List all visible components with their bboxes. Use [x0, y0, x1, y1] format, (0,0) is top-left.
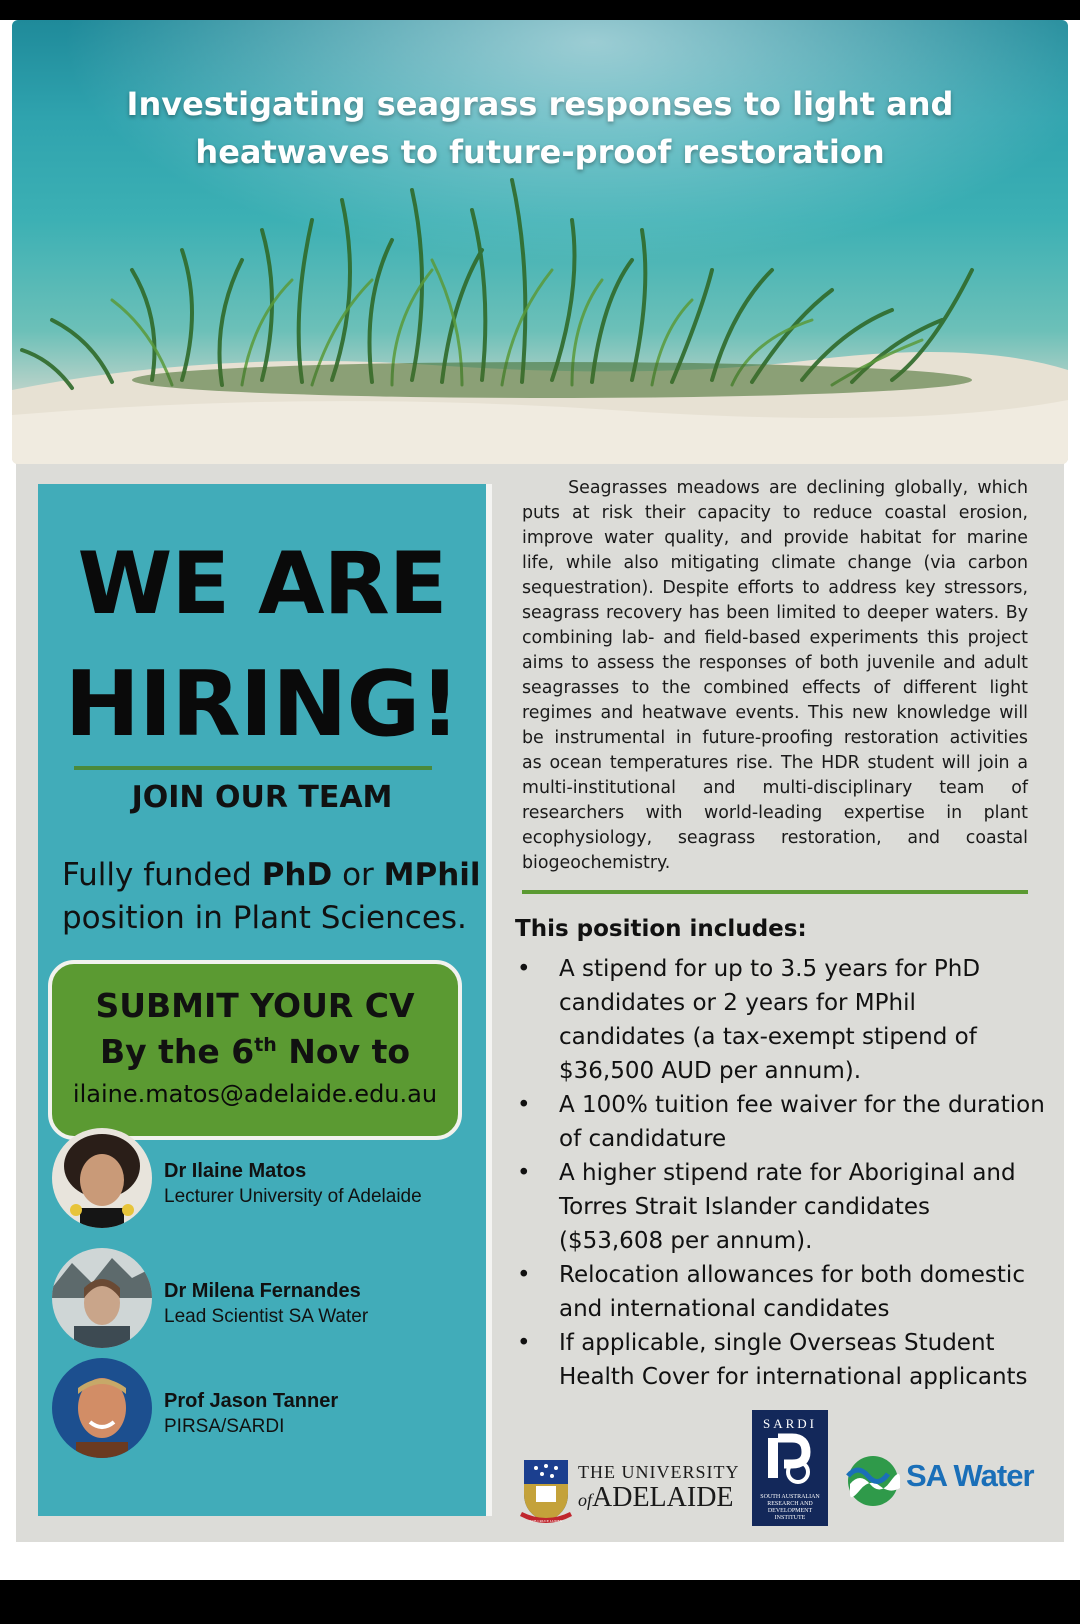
bullet-icon: •: [517, 956, 531, 982]
supervisor-role: PIRSA/SARDI: [164, 1416, 285, 1437]
supervisor-card: [52, 1248, 472, 1358]
funded-prefix: Fully funded: [62, 857, 262, 893]
uoa-crest-icon: [518, 1456, 574, 1526]
includes-item-line: A stipend for up to 3.5 years for PhD: [559, 956, 981, 982]
includes-item-line: and international candidates: [559, 1296, 890, 1322]
description-line: aims to assess the responses of both juvenile and adult: [522, 653, 1028, 673]
deadline-text: By the 6: [99, 1032, 255, 1071]
supervisor-card: [52, 1128, 472, 1238]
description-line: ecophysiology, seagrass restoration, and coastal: [522, 828, 1028, 848]
includes-item: [515, 1326, 1075, 1394]
sardi-logo: [752, 1410, 828, 1526]
includes-item-line: Health Cover for international applicants: [559, 1364, 1028, 1390]
university-of-adelaide-logo: [518, 1456, 740, 1526]
deadline-suffix: Nov to: [276, 1032, 411, 1071]
description-line: improve water quality, and provide habitat for marine: [522, 528, 1028, 548]
includes-item: [515, 1258, 1075, 1326]
deadline-ordinal: th: [254, 1034, 277, 1056]
includes-item-line: ($53,608 per annum).: [559, 1228, 813, 1254]
submit-cv-box: [48, 960, 462, 1140]
includes-list: [515, 952, 1075, 1394]
description-line: researchers with world-leading expertise in plant: [522, 803, 1028, 823]
sa-water-wave-icon: [846, 1454, 900, 1508]
project-description: [522, 476, 1028, 876]
supervisor-name: Dr Milena Fernandes: [164, 1280, 361, 1302]
description-line: puts at risk their capacity to reduce coastal erosion,: [522, 503, 1028, 523]
description-line: life, while also mitigating climate change (via carbon: [522, 553, 1028, 573]
sardi-subtitle: SOUTH AUSTRALIAN RESEARCH AND DEVELOPMENT INSTITUTE: [760, 1494, 820, 1521]
hero-title-line-1: Investigating seagrass responses to light and: [126, 85, 954, 123]
description-line: Seagrasses meadows are declining globally, which: [522, 478, 1029, 498]
bullet-icon: •: [517, 1330, 531, 1356]
description-line: combining lab- and field-based experiments this project: [522, 628, 1028, 648]
includes-item-line: A higher stipend rate for Aboriginal and: [559, 1160, 1016, 1186]
hero-title-line-2: heatwaves to future-proof restoration: [195, 133, 885, 171]
uoa-of: of: [578, 1490, 593, 1510]
sardi-rd-icon: [762, 1432, 818, 1488]
submit-cv-deadline: [52, 1032, 458, 1071]
sardi-title: SARDI: [762, 1416, 817, 1431]
headline-we-are: WE ARE: [77, 534, 447, 634]
funded-position-text: [62, 854, 481, 940]
includes-heading: This position includes:: [515, 916, 807, 942]
includes-item-line: If applicable, single Overseas Student: [559, 1330, 995, 1356]
uoa-motto: SUB CRUCE LUMEN: [529, 1519, 563, 1523]
description-line: multi-institutional and multi-disciplinary team of: [522, 778, 1028, 798]
includes-item: [515, 952, 1075, 1088]
contact-email[interactable]: ilaine.matos@adelaide.edu.au: [72, 1080, 438, 1108]
description-line: be instrumental in future-proofing restoration activities: [522, 728, 1028, 748]
includes-item-line: Torres Strait Islander candidates: [559, 1194, 931, 1220]
supervisor-role: Lead Scientist SA Water: [164, 1306, 369, 1327]
hero-title: [12, 80, 1068, 176]
funded-mphil: MPhil: [383, 857, 481, 893]
avatar: [52, 1358, 152, 1458]
includes-item-line: Relocation allowances for both domestic: [559, 1262, 1025, 1288]
bullet-icon: •: [517, 1262, 531, 1288]
supervisor-card: [52, 1358, 472, 1468]
includes-item-line: A 100% tuition fee waiver for the duration: [559, 1092, 1045, 1118]
bullet-icon: •: [517, 1160, 531, 1186]
description-line: seagrasses to the combined effects of different light: [522, 678, 1028, 698]
submit-cv-heading: SUBMIT YOUR CV: [95, 986, 415, 1025]
description-line: seagrass recovery has been limited to deeper waters. By: [522, 603, 1028, 623]
hiring-panel: [38, 484, 492, 1516]
funded-phd: PhD: [261, 857, 333, 893]
supervisor-name: Prof Jason Tanner: [164, 1390, 339, 1412]
description-line: sequestration). Despite efforts to address key stressors,: [522, 578, 1028, 598]
description-line: regimes and heatwave events. This new knowledge will: [522, 703, 1028, 723]
description-line: as ocean temperatures rise. The HDR student will join a: [522, 753, 1028, 773]
includes-item-line: $36,500 AUD per annum).: [559, 1058, 862, 1084]
funded-line-2: position in Plant Sciences.: [62, 900, 467, 936]
sa-water-wordmark: SA Water: [906, 1458, 1034, 1493]
uoa-text-line-2: [578, 1482, 734, 1514]
uoa-text-line-1: THE UNIVERSITY: [578, 1462, 740, 1482]
includes-item: [515, 1088, 1075, 1156]
avatar: [52, 1248, 152, 1348]
join-our-team: JOIN OUR TEAM: [131, 780, 393, 815]
sa-water-logo: [846, 1452, 1046, 1512]
divider: [522, 890, 1028, 894]
avatar: [52, 1128, 152, 1228]
includes-item-line: candidates or 2 years for MPhil: [559, 990, 916, 1016]
divider: [74, 766, 432, 770]
hero-seagrass-image: [12, 20, 1068, 464]
includes-item: [515, 1156, 1075, 1258]
headline-hiring: HIRING!: [64, 652, 460, 757]
funded-or: or: [332, 857, 384, 893]
includes-item-line: candidates (a tax-exempt stipend of: [559, 1024, 977, 1050]
supervisor-role: Lecturer University of Adelaide: [164, 1186, 422, 1207]
bullet-icon: •: [517, 1092, 531, 1118]
uoa-adelaide: ADELAIDE: [592, 1482, 734, 1513]
supervisor-name: Dr Ilaine Matos: [164, 1160, 307, 1182]
description-line: biogeochemistry.: [522, 853, 671, 873]
includes-item-line: of candidature: [559, 1126, 727, 1152]
